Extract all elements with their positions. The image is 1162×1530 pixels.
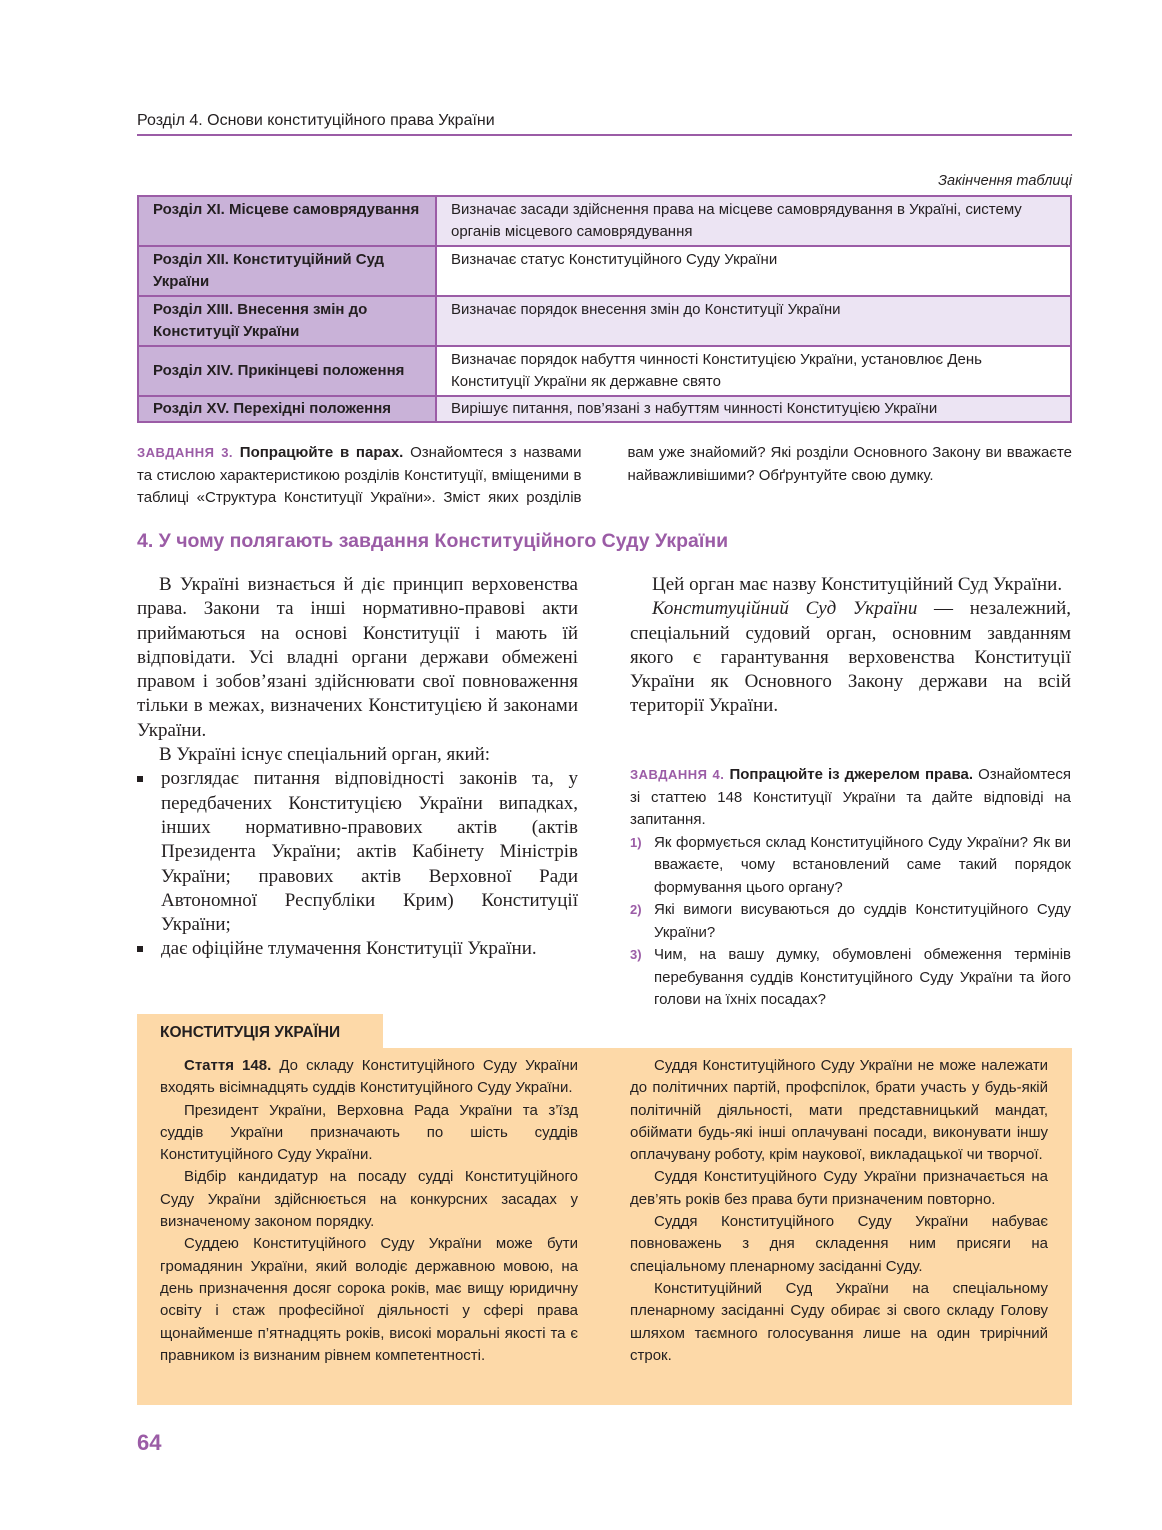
table-cell-section: Розділ XI. Місцеве самоврядування	[138, 196, 436, 246]
functions-list	[137, 767, 578, 961]
running-head: Розділ 4. Основи конституційного права України	[137, 112, 495, 129]
defined-term: Конституційний Суд України	[652, 598, 918, 620]
questions-list	[630, 832, 1071, 1012]
table-cell-description: Визначає порядок набуття чинності Конституцією України, установлює День Конституції України як державне свято	[436, 346, 1071, 396]
table-cell-section: Розділ XV. Перехідні положення	[138, 396, 436, 422]
table-cell-description: Визначає порядок внесення змін до Конституції України	[436, 296, 1071, 346]
article-paragraph	[160, 1055, 578, 1100]
constitution-box-title: КОНСТИТУЦІЯ УКРАЇНИ	[160, 1024, 341, 1041]
question-number: 2)	[630, 902, 642, 917]
table-row	[138, 246, 1071, 296]
task-4	[630, 764, 1071, 1012]
question-number: 3)	[630, 947, 642, 962]
task-3-title: Попрацюйте в парах.	[239, 444, 404, 461]
constitution-structure-table	[137, 195, 1072, 423]
table-cell-section: Розділ XIV. Прикінцеві положення	[138, 346, 436, 396]
paragraph: В Україні визнається й діє принцип верховенства права. Закони та інші нормативно-правові акти приймаються на основі Конституції і мають їй відповідати. Усі владні органи держави обмежені правом і зобов’язані здійснювати свої повноваження тільки в межах, визначених Конституцією й законами України.	[137, 574, 578, 741]
bullet-icon	[137, 946, 143, 952]
table-cell-description: Визначає засади здійснення права на місцеве самоврядування в Україні, систему органів місцевого самоврядування	[436, 196, 1071, 246]
task-4-label: ЗАВДАННЯ 4.	[630, 767, 725, 782]
definition-text: — незалежний, спеціальний судовий орган, основним завданням якого є гарантування верховенства Конституції України як Основного Закону держави на всій території України.	[630, 598, 1071, 717]
definition-paragraph	[630, 597, 1071, 718]
article-paragraph: Суддя Конституційного Суду України набуває повноважень з дня складення ним присяги на спеціальному пленарному засіданні Суду.	[630, 1213, 1048, 1275]
list-item-text: розглядає питання відповідності законів та, у передбачених Конституцією України випадках, інших нормативно-правових актів (актів Президента України; актів Кабінету Міністрів України; правових актів Верховної Ради Автономної Республіки Крим) Конституції України;	[161, 768, 578, 936]
table-cell-description: Визначає статус Конституційного Суду України	[436, 246, 1071, 296]
table-row	[138, 346, 1071, 396]
article-text: До складу Конституційного Суду України входять вісімнадцять суддів Конституційного Суду України.	[160, 1057, 579, 1097]
table-cell-description: Вирішує питання, пов’язані з набуттям чинності Конституцією України	[436, 396, 1071, 422]
article-paragraph: Суддя Конституційного Суду України не може належати до політичних партій, профспілок, брати участь у будь-якій політичній діяльності, мати представницький мандат, обіймати будь-які інші оплачувані посади, виконувати іншу оплачувану роботу, крім наукової, викладацької чи творчої.	[630, 1057, 1048, 1164]
question-number: 1)	[630, 834, 642, 850]
task-3-label: ЗАВДАННЯ 3.	[137, 445, 234, 460]
task-4-intro	[630, 764, 1071, 832]
table-cell-section: Розділ XIII. Внесення змін до Конституції України	[138, 296, 436, 346]
task-3	[137, 442, 1072, 510]
table-caption: Закінчення таблиці	[938, 173, 1072, 189]
question-item	[630, 899, 1071, 944]
list-item	[137, 937, 578, 961]
question-item	[630, 944, 1071, 1012]
article-label: Стаття 148.	[184, 1057, 272, 1074]
question-text: Які вимоги висуваються до суддів Конституційного Суду України?	[654, 901, 1071, 941]
article-paragraph: Суддя Конституційного Суду України призначається на дев’ять років без права бути призначеним повторно.	[630, 1168, 1048, 1208]
article-paragraph: Президент України, Верховна Рада України та з’їзд суддів України призначають по шість суддів Конституційного Суду України.	[160, 1101, 578, 1164]
constitution-left-column	[160, 1055, 578, 1367]
question-item	[630, 832, 1071, 900]
list-item	[137, 767, 578, 937]
task-4-title: Попрацюйте із джерелом права.	[729, 766, 974, 783]
task-4-text: Ознайомтеся зі статтею 148 Конституції України та дайте відповіді на запитання.	[630, 766, 1072, 828]
section-heading: 4. У чому полягають завдання Конституційного Суду України	[137, 530, 729, 552]
body-left-column	[137, 573, 578, 962]
table-row	[138, 296, 1071, 346]
table-cell-section: Розділ XII. Конституційний Суд України	[138, 246, 436, 296]
bullet-icon	[137, 776, 143, 782]
article-paragraph: Суддею Конституційного Суду України може бути громадянин України, який володіє державною мовою, на день призначення досяг сорока років, має вищу юридичну освіту і стаж професійної діяльності у сфері права щонайменше п’ятнадцять років, високі моральні якості та є правником із визнаним рівнем компетентності.	[160, 1235, 578, 1364]
task-3-text: Ознайомтеся з назвами та стислою характеристикою розділів Конституції, вміщеними в таблиці «Структура Конституції України». Зміст яких розділів вам уже знайомий? Які розділи Основного Закону ви вважаєте найважливішими? Обґрунтуйте свою думку.	[137, 444, 1072, 506]
constitution-right-column	[630, 1055, 1048, 1367]
question-text: Як формується склад Конституційного Суду України? Як ви вважаєте, чому встановлений саме такий порядок формування цього органу?	[654, 833, 1071, 896]
page-number: 64	[137, 1430, 162, 1455]
table-row	[138, 396, 1071, 422]
table-row	[138, 196, 1071, 246]
list-item-text: дає офіційне тлумачення Конституції України.	[161, 938, 537, 960]
body-right-column	[630, 573, 1071, 719]
header-rule	[137, 134, 1072, 136]
question-text: Чим, на вашу думку, обумовлені обмеження термінів перебування суддів Конституційного Суду України та його голови на їхніх посадах?	[654, 946, 1071, 1008]
article-paragraph: Відбір кандидатур на посаду судді Конституційного Суду України здійснюється на конкурсних засадах у визначеному законом порядку.	[160, 1168, 578, 1231]
paragraph: Цей орган має назву Конституційний Суд України.	[652, 574, 1063, 595]
article-paragraph: Конституційний Суд України на спеціальному пленарному засіданні Суду обирає зі свого складу Голову шляхом таємного голосування лише на один трирічний строк.	[630, 1279, 1048, 1364]
paragraph: В Україні існує спеціальний орган, який:	[159, 744, 491, 766]
